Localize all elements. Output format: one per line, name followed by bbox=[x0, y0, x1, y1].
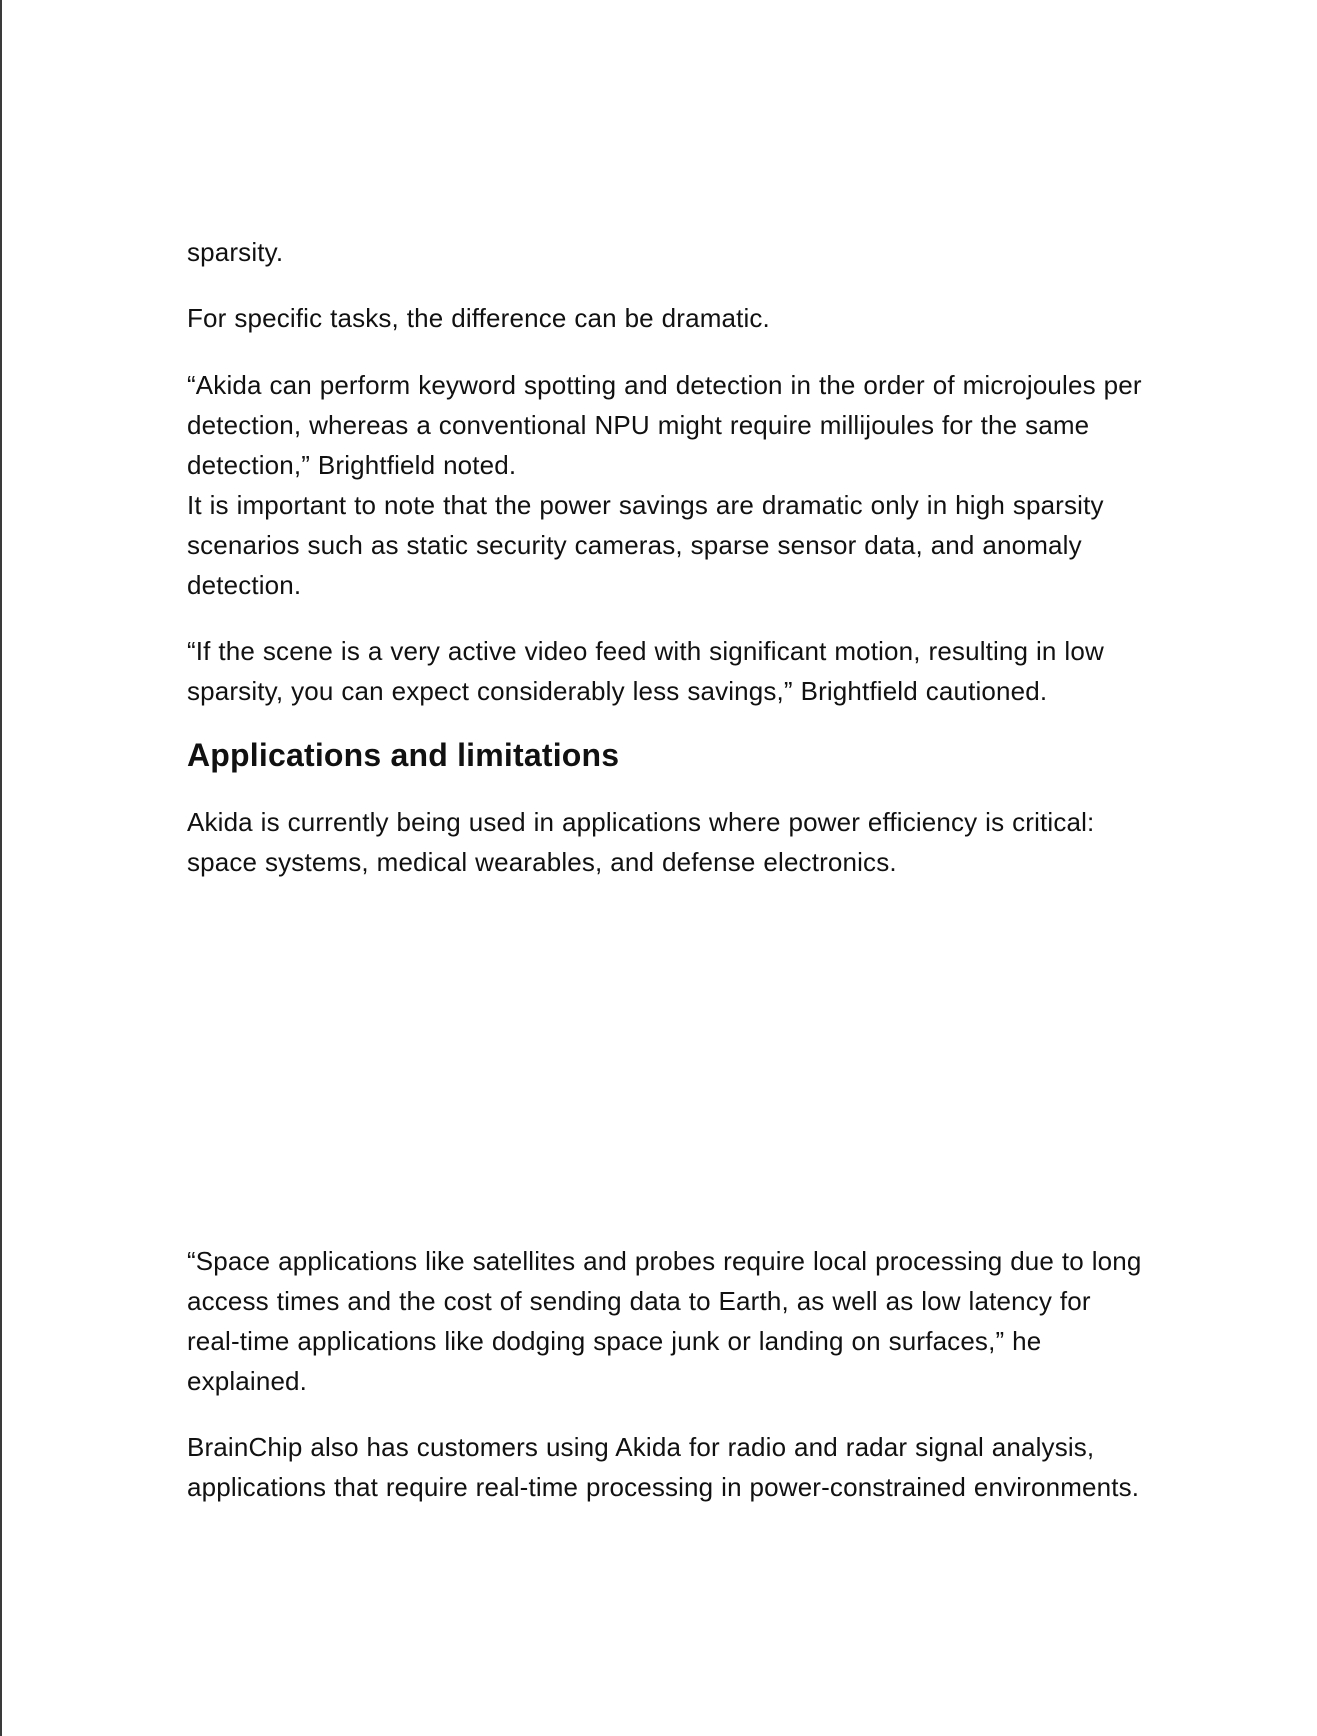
page-left-border bbox=[0, 0, 2, 1736]
section-heading: Applications and limitations bbox=[187, 737, 620, 773]
text-line: scenarios such as static security cameras, sparse sensor data, and anomaly bbox=[187, 530, 1082, 560]
paragraph-akida-quote bbox=[187, 365, 1142, 605]
text-line: Akida is currently being used in applications where power efficiency is critical: bbox=[187, 807, 1095, 837]
text-line: “Akida can perform keyword spotting and detection in the order of microjoules per bbox=[187, 370, 1142, 400]
text-line: “Space applications like satellites and probes require local processing due to long bbox=[187, 1246, 1142, 1276]
text-line: explained. bbox=[187, 1366, 308, 1396]
text-line: detection. bbox=[187, 570, 302, 600]
text-line: detection,” Brightfield noted. bbox=[187, 450, 517, 480]
text-line: detection, whereas a conventional NPU might require millijoules for the same bbox=[187, 410, 1090, 440]
paragraph-sparsity bbox=[187, 232, 283, 272]
text-line: For specific tasks, the difference can be dramatic. bbox=[187, 303, 770, 333]
text-line: “If the scene is a very active video feed with significant motion, resulting in low bbox=[187, 636, 1104, 666]
paragraph-brainchip-customers bbox=[187, 1427, 1139, 1507]
text-line: space systems, medical wearables, and defense electronics. bbox=[187, 847, 897, 877]
text-line: BrainChip also has customers using Akida for radio and radar signal analysis, bbox=[187, 1432, 1095, 1462]
paragraph-space-quote bbox=[187, 1241, 1142, 1401]
paragraph-specific-tasks bbox=[187, 298, 770, 338]
paragraph-active-video-quote bbox=[187, 631, 1104, 711]
paragraph-applications bbox=[187, 802, 1094, 882]
text-line: access times and the cost of sending data to Earth, as well as low latency for bbox=[187, 1286, 1091, 1316]
text-line: It is important to note that the power savings are dramatic only in high sparsity bbox=[187, 490, 1104, 520]
text-line: sparsity. bbox=[187, 237, 284, 267]
text-line: applications that require real-time processing in power-constrained environments. bbox=[187, 1472, 1140, 1502]
text-line: real-time applications like dodging space junk or landing on surfaces,” he bbox=[187, 1326, 1042, 1356]
text-line: sparsity, you can expect considerably less savings,” Brightfield cautioned. bbox=[187, 676, 1048, 706]
